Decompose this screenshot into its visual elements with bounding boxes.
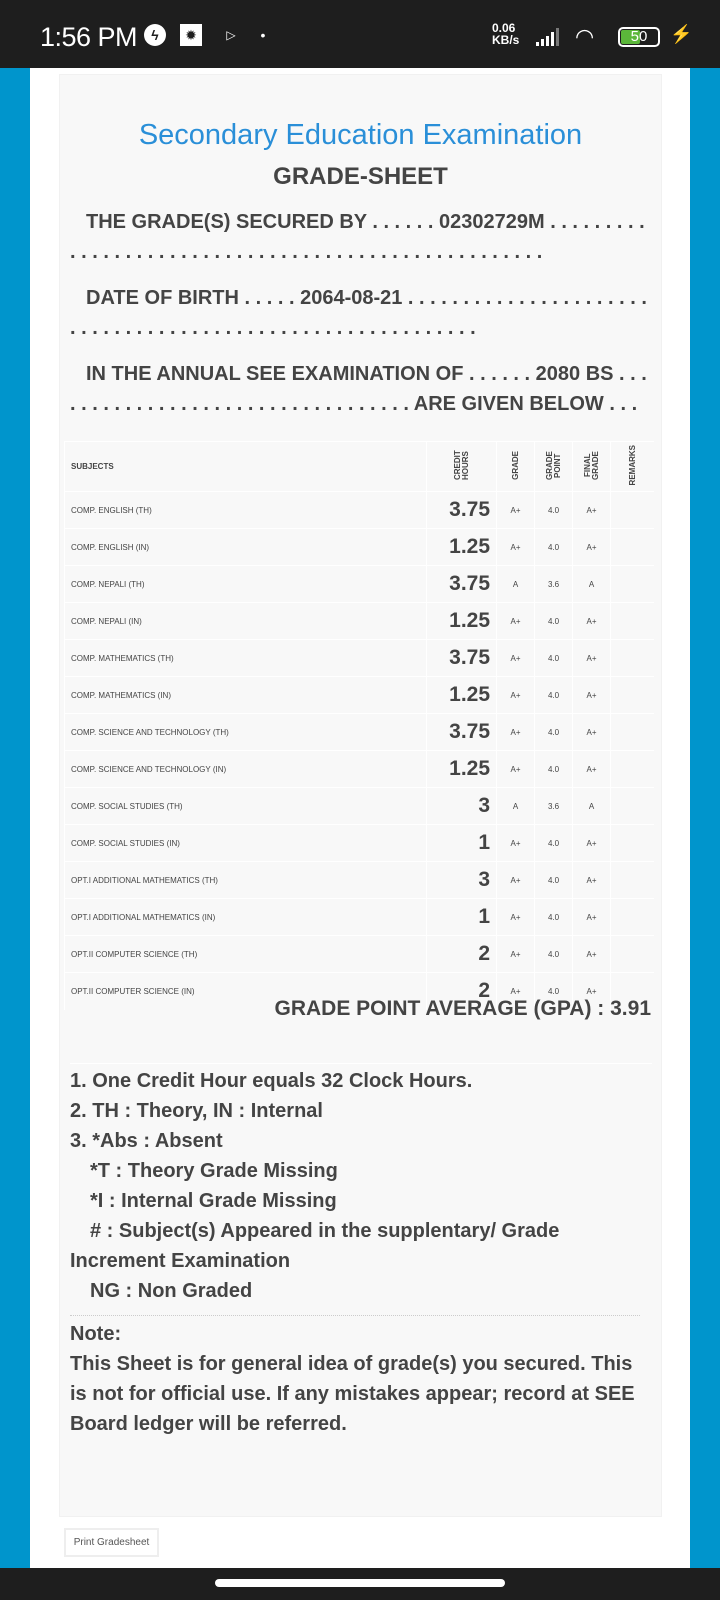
header-grade: GRADE (510, 451, 520, 480)
remarks-cell (611, 492, 654, 529)
header-final-grade: FINAL GRADE (582, 451, 600, 480)
grade-point-cell: 3.6 (535, 566, 573, 603)
remarks-cell (611, 936, 654, 973)
subject-cell: COMP. SOCIAL STUDIES (IN) (65, 825, 427, 862)
table-row (65, 862, 655, 899)
table-row (65, 492, 655, 529)
credit-hours-cell: 1.25 (427, 529, 497, 566)
legend-item: # : Subject(s) Appeared in the supplentary/ Grade (90, 1220, 560, 1242)
grade-cell: A+ (497, 492, 535, 529)
final-grade-cell: A+ (573, 751, 611, 788)
grade-point-cell: 4.0 (535, 899, 573, 936)
note-heading: Note: (70, 1323, 122, 1345)
remarks-cell (611, 677, 654, 714)
subject-cell: COMP. NEPALI (TH) (65, 566, 427, 603)
credit-hours-cell: 3 (427, 862, 497, 899)
credit-hours-cell: 3.75 (427, 566, 497, 603)
home-gesture-handle[interactable] (215, 1579, 505, 1587)
grade-cell: A (497, 788, 535, 825)
table-row (65, 825, 655, 862)
wifi-icon: ◠ (575, 24, 595, 49)
remarks-cell (611, 529, 654, 566)
exam-line: IN THE ANNUAL SEE EXAMINATION OF . . . . . . 2080 BS . . . . . . . . . . . . . . . . . . . . . . . . . . . . . . . . . . ARE GIVEN BELOW . . . (70, 363, 647, 415)
grade-cell: A+ (497, 936, 535, 973)
network-speed (492, 22, 519, 46)
grade-point-cell: 4.0 (535, 825, 573, 862)
legend-notes (70, 1063, 652, 1306)
remarks-cell (611, 751, 654, 788)
final-grade-cell: A (573, 566, 611, 603)
grade-cell: A+ (497, 714, 535, 751)
grade-point-cell: 4.0 (535, 751, 573, 788)
table-row (65, 788, 655, 825)
header-subjects: SUBJECTS (65, 442, 427, 492)
grade-point-cell: 4.0 (535, 492, 573, 529)
grades-table (64, 441, 654, 1010)
play-store-icon: ▷ (226, 28, 236, 42)
grade-cell: A+ (497, 751, 535, 788)
final-grade-cell: A+ (573, 899, 611, 936)
final-grade-cell: A+ (573, 640, 611, 677)
divider (70, 1315, 640, 1316)
table-row (65, 899, 655, 936)
dob-line: DATE OF BIRTH . . . . . 2064-08-21 . . . . . . . . . . . . . . . . . . . . . . . . . . . . . . . . . . . . . . . . . . . . . . . . . . . . . . . . . . . (70, 287, 647, 339)
table-row (65, 603, 655, 640)
charging-icon: ⚡ (670, 24, 693, 44)
final-grade-cell: A (573, 788, 611, 825)
credit-hours-cell: 1 (427, 825, 497, 862)
legend-item: *I : Internal Grade Missing (90, 1190, 337, 1212)
remarks-cell (611, 714, 654, 751)
grade-point-cell: 4.0 (535, 714, 573, 751)
grade-point-cell: 4.0 (535, 640, 573, 677)
gpa: GRADE POINT AVERAGE (GPA) : 3.91 (274, 997, 651, 1020)
final-grade-cell: A+ (573, 677, 611, 714)
table-row (65, 677, 655, 714)
page (30, 68, 690, 1568)
grade-cell: A+ (497, 529, 535, 566)
table-row (65, 640, 655, 677)
more-notifications-icon: • (260, 27, 266, 43)
grade-cell: A (497, 566, 535, 603)
grade-cell: A+ (497, 640, 535, 677)
legend-item: 2. TH : Theory, IN : Internal (70, 1100, 323, 1122)
credit-hours-cell: 1 (427, 899, 497, 936)
final-grade-cell: A+ (573, 714, 611, 751)
final-grade-cell: A+ (573, 936, 611, 973)
credit-hours-cell: 3.75 (427, 714, 497, 751)
grade-point-cell: 4.0 (535, 529, 573, 566)
credit-hours-cell: 2 (427, 973, 497, 1010)
grade-point-cell: 4.0 (535, 973, 573, 1010)
remarks-cell (611, 566, 654, 603)
clock: 1:56 PM (40, 22, 138, 52)
grade-point-cell: 4.0 (535, 862, 573, 899)
speed-unit: KB/s (492, 33, 520, 47)
navigation-bar (0, 1568, 720, 1600)
remarks-cell (611, 640, 654, 677)
subject-cell: OPT.II COMPUTER SCIENCE (TH) (65, 936, 427, 973)
credit-hours-cell: 3.75 (427, 492, 497, 529)
credit-hours-cell: 2 (427, 936, 497, 973)
table-row (65, 751, 655, 788)
grade-point-cell: 4.0 (535, 603, 573, 640)
disclaimer (70, 1319, 645, 1439)
battery-icon (618, 27, 660, 47)
grade-point-cell: 4.0 (535, 936, 573, 973)
legend-item: 1. One Credit Hour equals 32 Clock Hours. (70, 1070, 473, 1092)
grade-cell: A+ (497, 973, 535, 1010)
subject-cell: COMP. MATHEMATICS (IN) (65, 677, 427, 714)
battery-level: 50 (630, 28, 648, 45)
subject-cell: OPT.I ADDITIONAL MATHEMATICS (IN) (65, 899, 427, 936)
grade-cell: A+ (497, 825, 535, 862)
legend-item: *T : Theory Grade Missing (90, 1160, 338, 1182)
credit-hours-cell: 1.25 (427, 603, 497, 640)
subject-cell: OPT.I ADDITIONAL MATHEMATICS (TH) (65, 862, 427, 899)
legend-item: Increment Examination (70, 1250, 291, 1272)
grade-point-cell: 4.0 (535, 677, 573, 714)
status-bar (0, 0, 720, 68)
messenger-icon: ϟ (144, 24, 166, 46)
remarks-cell (611, 899, 654, 936)
remarks-cell (611, 825, 654, 862)
table-row (65, 566, 655, 603)
remarks-cell (611, 788, 654, 825)
table-row (65, 936, 655, 973)
subject-cell: COMP. ENGLISH (IN) (65, 529, 427, 566)
subject-cell: COMP. MATHEMATICS (TH) (65, 640, 427, 677)
final-grade-cell: A+ (573, 529, 611, 566)
grade-cell: A+ (497, 603, 535, 640)
credit-hours-cell: 1.25 (427, 677, 497, 714)
subject-cell: COMP. SCIENCE AND TECHNOLOGY (TH) (65, 714, 427, 751)
grade-cell: A+ (497, 899, 535, 936)
table-row (65, 714, 655, 751)
credit-hours-cell: 3 (427, 788, 497, 825)
legend-item: 3. *Abs : Absent (70, 1130, 223, 1152)
final-grade-cell: A+ (573, 825, 611, 862)
page-subtitle: GRADE-SHEET (273, 163, 448, 190)
subject-cell: COMP. ENGLISH (TH) (65, 492, 427, 529)
legend-item: NG : Non Graded (90, 1280, 253, 1302)
credit-hours-cell: 1.25 (427, 751, 497, 788)
final-grade-cell: A+ (573, 862, 611, 899)
grade-cell: A+ (497, 677, 535, 714)
remarks-cell (611, 862, 654, 899)
page-title: Secondary Education Examination (138, 119, 583, 151)
grade-point-cell: 3.6 (535, 788, 573, 825)
final-grade-cell: A+ (573, 603, 611, 640)
credit-hours-cell: 3.75 (427, 640, 497, 677)
signal-icon (536, 28, 559, 46)
subject-cell: COMP. NEPALI (IN) (65, 603, 427, 640)
note-text: This Sheet is for general idea of grade(s) you secured. This is not for official use. If any mistakes appear; record at SEE Board ledger will be referred. (70, 1353, 635, 1435)
subject-cell: OPT.II COMPUTER SCIENCE (IN) (65, 973, 427, 1010)
grade-cell: A+ (497, 862, 535, 899)
print-gradesheet-button[interactable]: Print Gradesheet (64, 1528, 159, 1557)
speed-value: 0.06 (492, 21, 516, 35)
secured-by-line: THE GRADE(S) SECURED BY . . . . . . 02302729M . . . . . . . . . . . . . . . . . . . . . . . . . . . . . . . . . . . . . . . . . . . . . . . . . . . . (70, 211, 645, 263)
header-credit-hours: CREDIT HOURS (452, 450, 470, 481)
final-grade-cell: A+ (573, 973, 611, 1010)
subject-cell: COMP. SCIENCE AND TECHNOLOGY (IN) (65, 751, 427, 788)
header-grade-point: GRADE POINT (544, 451, 562, 480)
table-row (65, 529, 655, 566)
remarks-cell (611, 603, 654, 640)
notification-app-icon: ✹ (180, 24, 202, 46)
final-grade-cell: A+ (573, 492, 611, 529)
grade-sheet-card (59, 74, 662, 1517)
header-remarks: REMARKS (627, 445, 637, 486)
subject-cell: COMP. SOCIAL STUDIES (TH) (65, 788, 427, 825)
